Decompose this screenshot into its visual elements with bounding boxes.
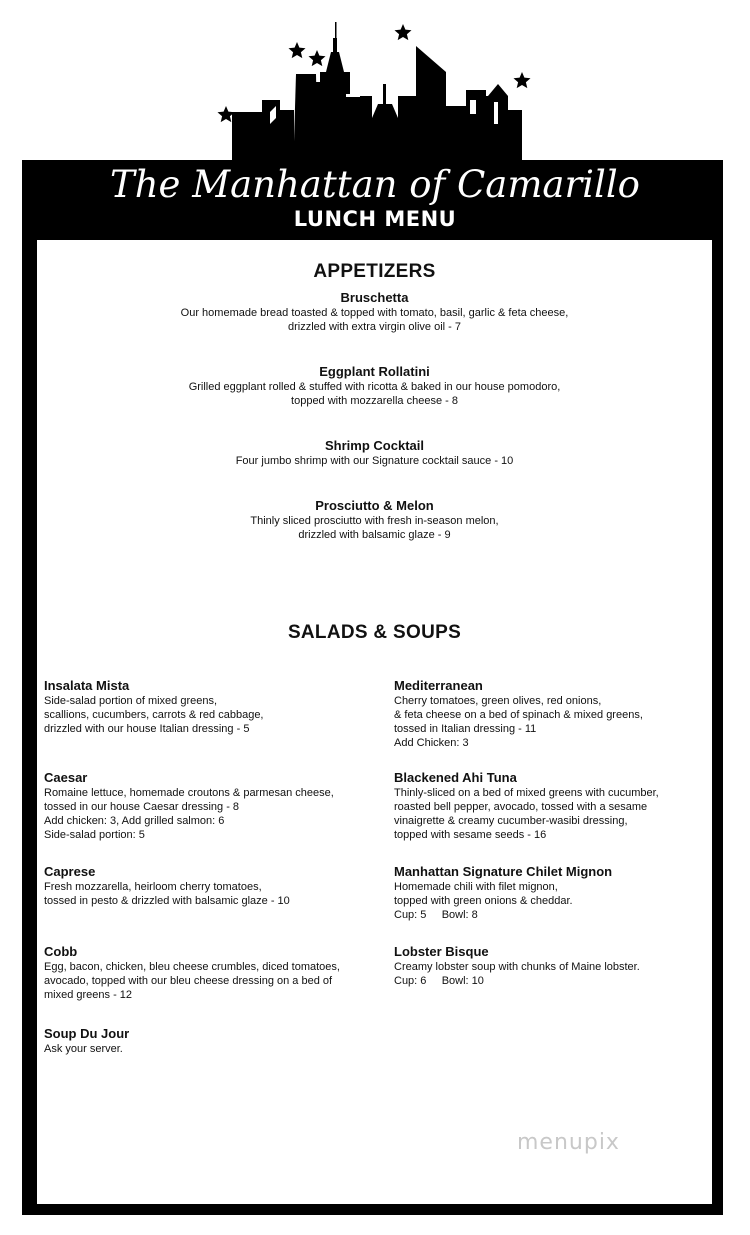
appetizer-item [37, 290, 712, 334]
salads-soups-heading: SALADS & SOUPS [287, 622, 462, 643]
salad-item [394, 770, 659, 842]
salad-item [44, 770, 334, 842]
salad-item [44, 864, 290, 908]
desc-line: Cup: 6 Bowl: 10 [394, 975, 484, 987]
item-description [37, 306, 712, 334]
item-name: Insalata Mista [44, 678, 130, 693]
desc-line: roasted bell pepper, avocado, tossed with a sesame [394, 801, 648, 813]
desc-line: & feta cheese on a bed of spinach & mixed greens, [394, 709, 643, 721]
appetizer-item [37, 498, 712, 542]
item-description [394, 786, 659, 842]
item-name: Shrimp Cocktail [325, 438, 424, 453]
item-description [394, 694, 643, 750]
item-description [44, 1042, 129, 1056]
menu-title: LUNCH MENU [293, 207, 457, 231]
salad-item [394, 678, 643, 750]
desc-line: vinaigrette & creamy cucumber-wasibi dressing, [394, 815, 628, 827]
item-name: Prosciutto & Melon [315, 498, 434, 513]
item-name: Caprese [44, 864, 96, 879]
item-description [44, 694, 264, 736]
desc-line: Fresh mozzarella, heirloom cherry tomatoes, [44, 881, 262, 893]
desc-line: scallions, cucumbers, carrots & red cabbage, [44, 709, 264, 721]
desc-line: Homemade chili with filet mignon, [394, 881, 558, 893]
salad-item [44, 678, 264, 736]
desc-line: Thinly-sliced on a bed of mixed greens with cucumber, [394, 787, 659, 799]
desc-line: Add Chicken: 3 [394, 737, 469, 749]
soup-item [394, 944, 640, 988]
desc-line: Ask your server. [44, 1043, 123, 1055]
appetizer-item [37, 438, 712, 468]
desc-line: Thinly sliced prosciutto with fresh in-season melon, [250, 515, 499, 527]
item-description [37, 380, 712, 408]
desc-line: Romaine lettuce, homemade croutons & parmesan cheese, [44, 787, 334, 799]
item-description [44, 786, 334, 842]
item-description [37, 454, 712, 468]
soup-item [44, 1026, 129, 1056]
desc-line: Add chicken: 3, Add grilled salmon: 6 [44, 815, 225, 827]
item-name: Caesar [44, 770, 88, 785]
desc-line: Grilled eggplant rolled & stuffed with ricotta & baked in our house pomodoro, [188, 381, 561, 393]
desc-line: tossed in pesto & drizzled with balsamic glaze - 10 [44, 895, 290, 907]
desc-line: drizzled with balsamic glaze - 9 [298, 529, 451, 541]
item-name: Eggplant Rollatini [319, 364, 430, 379]
item-name: Blackened Ahi Tuna [394, 770, 517, 785]
menu-panel [37, 240, 712, 1204]
desc-line: Egg, bacon, chicken, bleu cheese crumbles, diced tomatoes, [44, 961, 340, 973]
item-name: Bruschetta [340, 290, 409, 305]
item-name: Manhattan Signature Chilet Mignon [394, 864, 613, 879]
item-description [37, 514, 712, 542]
desc-line: tossed in Italian dressing - 11 [394, 723, 537, 735]
desc-line: Cup: 5 Bowl: 8 [394, 909, 478, 921]
salad-item [44, 944, 340, 1002]
desc-line: topped with mozzarella cheese - 8 [291, 395, 458, 407]
item-name: Soup Du Jour [44, 1026, 130, 1041]
desc-line: Side-salad portion: 5 [44, 829, 145, 841]
item-description [44, 880, 290, 908]
item-name: Mediterranean [394, 678, 483, 693]
desc-line: Side-salad portion of mixed greens, [44, 695, 218, 707]
item-description [394, 960, 640, 988]
desc-line: Cherry tomatoes, green olives, red onions, [394, 695, 602, 707]
appetizer-item [37, 364, 712, 408]
watermark: menupix [517, 1130, 620, 1155]
skyline-logo [0, 0, 750, 175]
desc-line: mixed greens - 12 [44, 989, 133, 1001]
desc-line: Our homemade bread toasted & topped with tomato, basil, garlic & feta cheese, [180, 307, 569, 319]
desc-line: topped with green onions & cheddar. [394, 895, 573, 907]
desc-line: avocado, topped with our bleu cheese dressing on a bed of [44, 975, 333, 987]
restaurant-name: The Manhattan of Camarillo [110, 163, 640, 206]
item-description [394, 880, 612, 922]
desc-line: topped with sesame seeds - 16 [394, 829, 547, 841]
item-description [44, 960, 340, 1002]
item-name: Lobster Bisque [394, 944, 489, 959]
desc-line: drizzled with extra virgin olive oil - 7 [287, 321, 461, 333]
desc-line: Four jumbo shrimp with our Signature cocktail sauce - 10 [235, 455, 514, 467]
desc-line: drizzled with our house Italian dressing - 5 [44, 723, 250, 735]
appetizers-heading: APPETIZERS [313, 261, 436, 282]
desc-line: Creamy lobster soup with chunks of Maine lobster. [394, 961, 640, 973]
desc-line: tossed in our house Caesar dressing - 8 [44, 801, 240, 813]
soup-item [394, 864, 612, 922]
item-name: Cobb [44, 944, 78, 959]
